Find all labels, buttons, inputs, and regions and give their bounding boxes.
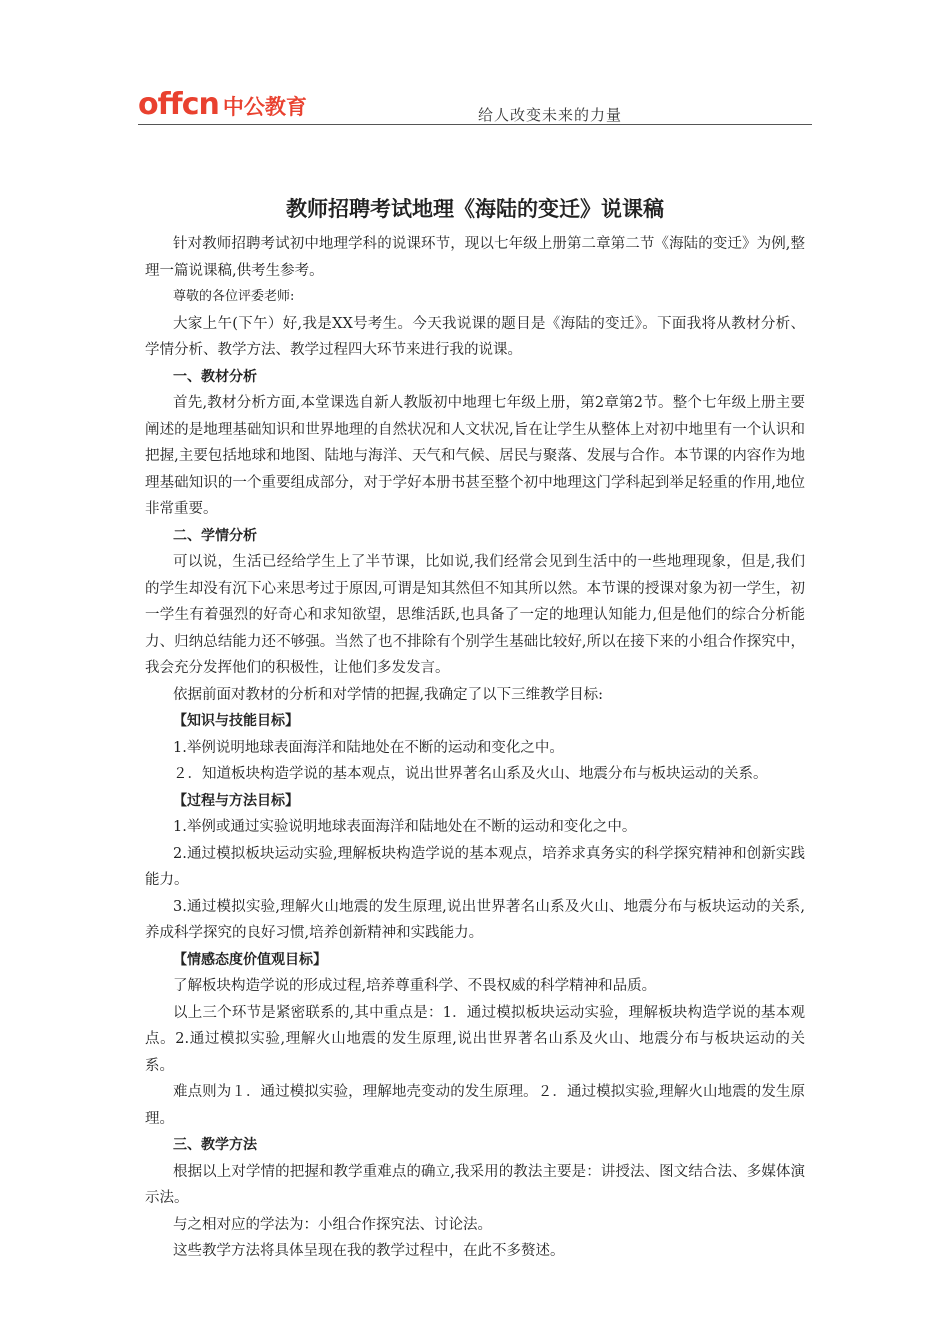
student-analysis-paragraph: 可以说，生活已经给学生上了半节课，比如说,我们经常会见到生活中的一些地理现象，但是,我们的学生却没有沉下心来思考过于原因,可谓是知其然但不知其所以然。本节课的授课对象为初一学生，初一学生有着强烈的好奇心和求知欲望，思维活跃,也具备了一定的地理认知能力,但是他们的综合分析能力、归纳总结能力还不够强。当然了也不排除有个别学生基础比较好,所以在接下来的小组合作探究中，我会充分发挥他们的积极性，让他们多发发言。 (145, 554, 805, 676)
header-divider (138, 124, 812, 125)
goal-item: ２．知道板块构造学说的基本观点，说出世界著名山系及火山、地震分布与板块运动的关系。 (173, 766, 768, 782)
objectives-intro-paragraph: 依据前面对教材的分析和对学情的把握,我确定了以下三维教学目标: (173, 686, 603, 703)
logo-name: 中公教育 (222, 95, 307, 119)
header-slogan: 给人改变未来的力量 (478, 106, 623, 124)
document-title: 教师招聘考试地理《海陆的变迁》说课稿 (286, 197, 664, 221)
methods-closing-paragraph: 这些教学方法将具体呈现在我的教学过程中，在此不多赘述。 (173, 1243, 565, 1259)
logo-mark: offcn (138, 87, 219, 122)
goal-heading-process-methods: 【过程与方法目标】 (173, 792, 299, 809)
offcn-logo (138, 86, 307, 120)
goal-item: 2.通过模拟板块运动实验,理解板块构造学说的基本观点，培养求真务实的科学探究精神和创新实践能力。 (145, 845, 805, 888)
goal-heading-emotion-values: 【情感态度价值观目标】 (173, 951, 327, 968)
section-heading-teaching-methods: 三、教学方法 (173, 1137, 257, 1153)
opening-paragraph: 大家上午(下午）好,我是XX号考生。今天我说课的题目是《海陆的变迁》。下面我将从教材分析、学情分析、教学方法、教学过程四大环节来进行我的说课。 (145, 315, 805, 358)
learning-methods-paragraph: 与之相对应的学法为：小组合作探究法、讨论法。 (173, 1216, 492, 1233)
goal-item: 3.通过模拟实验,理解火山地震的发生原理,说出世界著名山系及火山、地震分布与板块运动的关系,养成科学探究的良好习惯,培养创新精神和实践能力。 (145, 898, 805, 941)
goal-item: 1.举例说明地球表面海洋和陆地处在不断的运动和变化之中。 (173, 739, 564, 756)
page-header (138, 86, 812, 126)
goal-item: 了解板块构造学说的形成过程,培养尊重科学、不畏权威的科学精神和品质。 (173, 978, 657, 994)
salutation: 尊敬的各位评委老师: (173, 289, 295, 304)
document-body (145, 231, 805, 1265)
key-points-paragraph: 以上三个环节是紧密联系的,其中重点是：1．通过模拟板块运动实验，理解板块构造学说的基本观点。2.通过模拟实验,理解火山地震的发生原理,说出世界著名山系及火山、地震分布与板块运动的关系。 (145, 1004, 805, 1074)
goal-heading-knowledge-skills: 【知识与技能目标】 (173, 713, 299, 729)
section-heading-textbook-analysis: 一、教材分析 (173, 368, 257, 385)
textbook-analysis-paragraph: 首先,教材分析方面,本堂课选自新人教版初中地理七年级上册，第2章第2节。整个七年级上册主要阐述的是地理基础知识和世界地理的自然状况和人文状况,旨在让学生从整体上对初中地里有一个认识和把握,主要包括地球和地图、陆地与海洋、天气和气候、居民与聚落、发展与合作。本节课的内容作为地理基础知识的一个重要组成部分，对于学好本册书甚至整个初中地理这门学科起到举足轻重的作用,地位非常重要。 (145, 395, 805, 517)
intro-paragraph: 针对教师招聘考试初中地理学科的说课环节，现以七年级上册第二章第二节《海陆的变迁》为例,整理一篇说课稿,供考生参考。 (145, 236, 805, 279)
difficulties-paragraph: 难点则为１．通过模拟实验，理解地壳变动的发生原理。２．通过模拟实验,理解火山地震的发生原理。 (145, 1084, 805, 1127)
section-heading-student-analysis: 二、学情分析 (173, 527, 257, 544)
teaching-methods-paragraph: 根据以上对学情的把握和教学重难点的确立,我采用的教法主要是：讲授法、图文结合法、多媒体演示法。 (145, 1163, 805, 1206)
goal-item: 1.举例或通过实验说明地球表面海洋和陆地处在不断的运动和变化之中。 (173, 819, 637, 835)
